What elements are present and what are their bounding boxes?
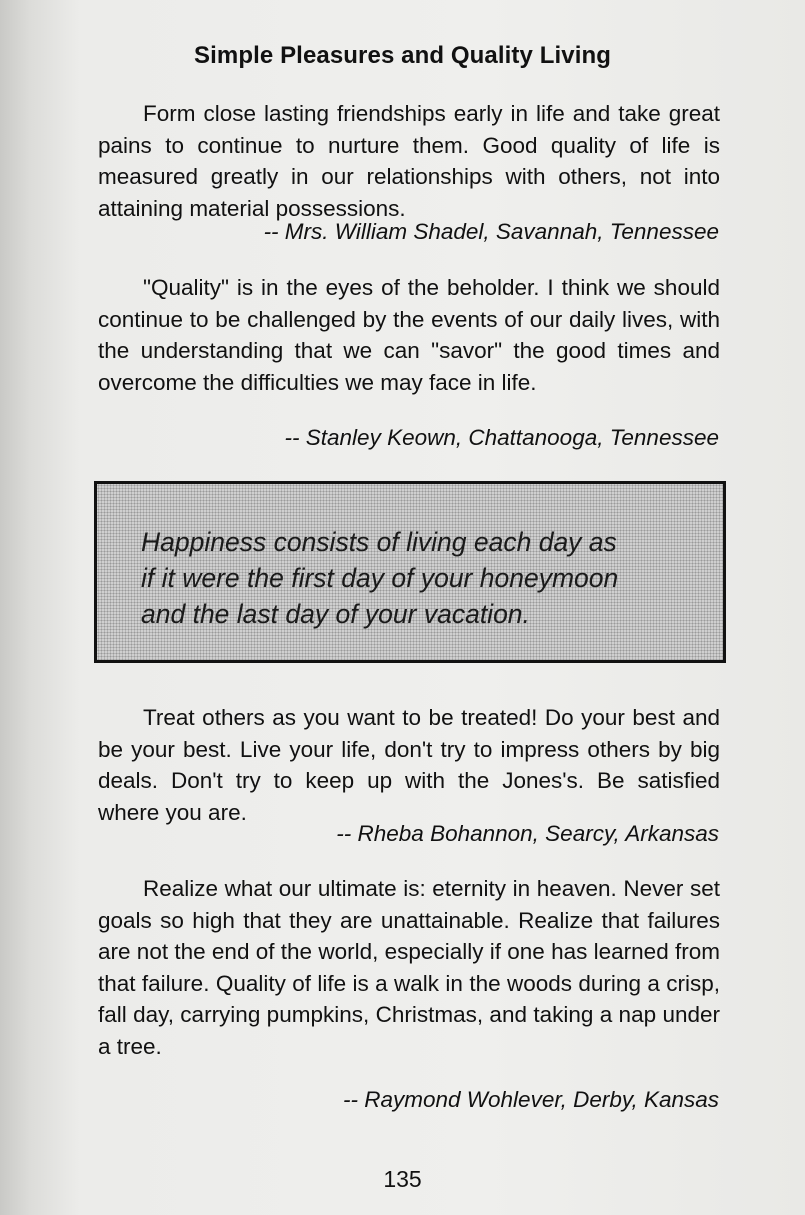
entry-text-1: Form close lasting friendships early in life and take great pains to continue to nurture them. Good quality of life is measured greatly in our relationships with others, not into attaining material possessions. [98, 101, 720, 221]
page-number: 135 [383, 1166, 422, 1192]
entry-attribution-2: -- Stanley Keown, Chattanooga, Tennessee [284, 425, 719, 450]
entry-attribution-4: -- Raymond Wohlever, Derby, Kansas [343, 1087, 719, 1112]
page-title: Simple Pleasures and Quality Living [194, 42, 611, 69]
entry-attribution-3: -- Rheba Bohannon, Searcy, Arkansas [336, 821, 719, 846]
boxed-quote-line-2: if it were the first day of your honeymoon [141, 563, 619, 593]
entry-text-2: "Quality" is in the eyes of the beholder. I think we should continue to be challenged by the events of our daily lives, with the understanding that we can "savor" the good times and overcome the difficulties we may face in life. [98, 275, 720, 395]
boxed-quote-line-3: and the last day of your vacation. [141, 599, 530, 629]
entry-text-4: Realize what our ultimate is: eternity in heaven. Never set goals so high that they are unattainable. Realize that failures are not the end of the world, especially if one has learned from that failure. Quality of life is a walk in the woods during a crisp, fall day, carrying pumpkins, Christmas, and taking a nap under a tree. [98, 876, 720, 1059]
entry-text-3: Treat others as you want to be treated! Do your best and be your best. Live your life, don't try to impress others by big deals. Don't try to keep up with the Jones's. Be satisfied where you are. [98, 705, 720, 825]
entry-attribution-1: -- Mrs. William Shadel, Savannah, Tennessee [263, 219, 719, 244]
boxed-quote-line-1: Happiness consists of living each day as [141, 527, 617, 557]
boxed-quote-text [141, 524, 701, 632]
boxed-quote [94, 481, 726, 663]
